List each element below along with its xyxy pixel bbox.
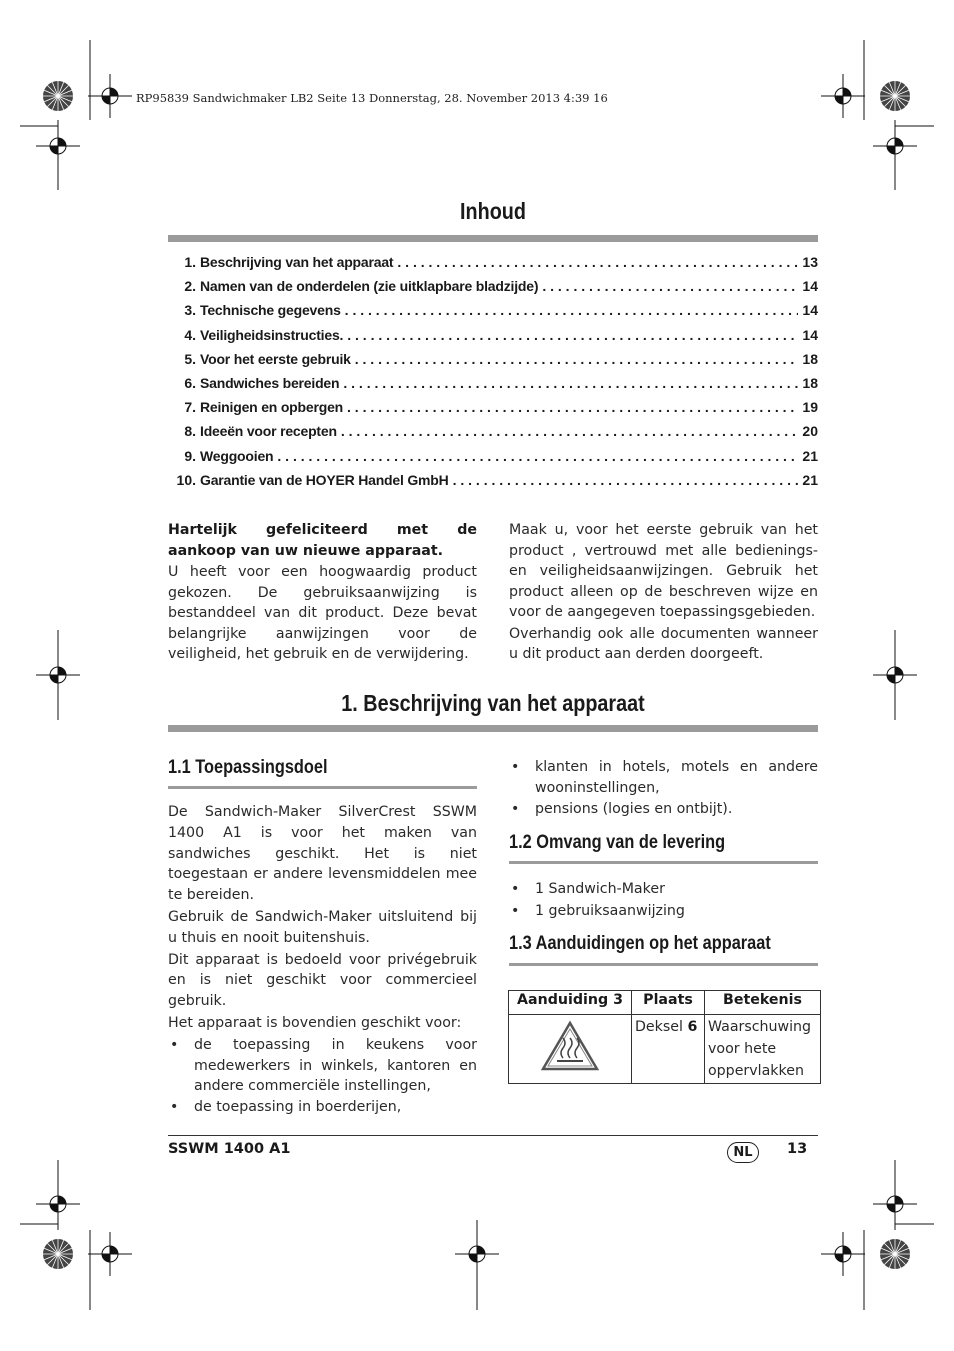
col-meaning: Betekenis	[705, 991, 821, 1015]
toc-number: 10.	[176, 471, 196, 488]
toc-title: Garantie van de HOYER Handel GmbH	[200, 471, 449, 488]
toc-title: Reinigen en opbergen	[200, 399, 344, 416]
intro-right-text-2: Overhandig ook alle documenten wanneer u dit product aan derden doorgeeft.	[509, 625, 818, 662]
toc-entry	[168, 472, 818, 496]
section-1-2-heading: 1.2 Omvang van de levering	[509, 832, 726, 853]
col-marking: Aanduiding 3	[509, 991, 632, 1015]
delivery-list	[509, 878, 818, 922]
purpose-bullets-left	[168, 1035, 477, 1118]
toc-title: Sandwiches bereiden	[200, 374, 340, 391]
toc-leader-dots	[339, 375, 798, 391]
congrats-text: Hartelijk gefeliciteerd met de aankoop van uw nieuwe apparaat.	[168, 522, 477, 559]
section-1-1-body	[168, 802, 477, 1118]
toc-title: Ideeën voor recepten	[200, 423, 337, 440]
toc-page-number: 13	[802, 254, 818, 270]
table-of-contents	[168, 254, 818, 496]
section-1-1-body-right	[509, 757, 818, 819]
section-1-1-heading: 1.1 Toepassingsdoel	[168, 757, 328, 778]
purpose-paragraph-4: Het apparaat is bovendien geschikt voor:	[168, 1014, 462, 1031]
footer-model: SSWM 1400 A1	[168, 1141, 291, 1157]
toc-title: Technische gegevens	[200, 302, 341, 319]
intro-right-text-1: Maak u, voor het eerste gebruik van het product , vertrouwd met alle bedienings- en veiligheidsaanwijzingen. Gebruik het product alleen op de beschreven wijze en voor de aangegeven toepassingsgebieden.	[509, 522, 818, 620]
section-1-3-heading: 1.3 Aanduidingen op het apparaat	[509, 933, 771, 954]
print-header: RP95839 Sandwichmaker LB2 Seite 13 Donnerstag, 28. November 2013 4:39 16	[136, 91, 608, 105]
toc-page-number: 14	[802, 302, 818, 319]
toc-entry	[168, 302, 818, 326]
toc-entry	[168, 448, 818, 472]
toc-heading: Inhoud	[460, 198, 526, 224]
section-1-rule	[168, 725, 818, 732]
section-1-heading: 1. Beschrijving van het apparaat	[341, 690, 645, 716]
purpose-paragraph-2: Gebruik de Sandwich-Maker uitsluitend bij u thuis en nooit buitenshuis.	[168, 908, 477, 946]
toc-leader-dots	[341, 302, 798, 318]
purpose-paragraph-3: Dit apparaat is bedoeld voor privégebruik en is niet geschikt voor commercieel gebruik.	[168, 951, 477, 1010]
list-item: • klanten in hotels, motels en andere wooninstellingen,	[509, 757, 818, 799]
toc-title: Weggooien	[200, 447, 274, 464]
toc-title: Veiligheidsinstructies.	[200, 326, 344, 343]
meaning-cell: Waarschuwing voor hete oppervlakken	[705, 1015, 821, 1084]
toc-number: 2.	[184, 278, 196, 295]
toc-rule	[168, 235, 818, 242]
intro-left-text: U heeft voor een hoogwaardig product gekozen. De gebruiksaanwijzing is bestanddeel van dit product. Deze bevat belangrijke aanwijzingen voor de veiligheid, het gebruik en de verwijdering.	[168, 564, 477, 662]
toc-leader-dots	[538, 278, 798, 294]
toc-number: 1.	[184, 254, 196, 270]
list-item: • 1 Sandwich-Maker	[509, 878, 818, 900]
toc-leader-dots	[393, 254, 798, 270]
intro-left	[168, 520, 477, 666]
list-item: • de toepassing in keukens voor medewerkers in winkels, kantoren en andere commerciële instellingen,	[168, 1035, 477, 1097]
page-number: 13	[787, 1141, 808, 1157]
markings-table	[508, 990, 821, 1084]
toc-page-number: 20	[802, 423, 818, 440]
toc-number: 6.	[184, 374, 196, 391]
toc-title: Beschrijving van het apparaat	[200, 254, 394, 270]
toc-leader-dots	[351, 351, 798, 367]
purpose-bullets-right	[509, 757, 818, 819]
table-header-row	[509, 991, 821, 1015]
toc-title: Voor het eerste gebruik	[200, 350, 351, 367]
toc-entry	[168, 375, 818, 399]
toc-page-number: 14	[802, 278, 818, 295]
toc-entry	[168, 399, 818, 423]
toc-leader-dots	[273, 448, 798, 464]
toc-number: 3.	[184, 302, 196, 319]
toc-leader-dots	[343, 399, 798, 415]
toc-number: 9.	[184, 447, 196, 464]
marking-cell	[509, 1015, 632, 1084]
purpose-paragraph-1: De Sandwich-Maker SilverCrest SSWM 1400 A1 is voor het maken van sandwiches geschikt. Het is niet toegestaan er andere levensmiddelen mee te bereiden.	[168, 804, 477, 904]
toc-number: 8.	[184, 423, 196, 440]
toc-number: 7.	[184, 399, 196, 416]
table-row	[509, 1015, 821, 1084]
place-cell: Deksel 6	[632, 1015, 705, 1084]
toc-entry	[168, 278, 818, 302]
section-1-2-rule	[509, 861, 818, 864]
toc-number: 5.	[184, 350, 196, 367]
toc-page-number: 19	[802, 399, 818, 416]
intro-right	[509, 520, 818, 666]
list-item: • 1 gebruiksaanwijzing	[509, 900, 818, 922]
section-1-1-rule	[168, 786, 477, 789]
toc-page-number: 14	[802, 326, 818, 343]
col-place: Plaats	[632, 991, 705, 1015]
footer-rule	[168, 1135, 818, 1136]
hot-surface-warning-icon	[540, 1020, 600, 1072]
list-item: • pensions (logies en ontbijt).	[509, 799, 818, 820]
list-item: • de toepassing in boerderijen,	[168, 1097, 477, 1118]
toc-page-number: 18	[802, 374, 818, 391]
toc-entry	[168, 423, 818, 447]
toc-number: 4.	[184, 326, 196, 343]
section-1-3-rule	[509, 963, 818, 966]
toc-leader-dots	[449, 472, 798, 488]
language-badge: NL	[727, 1142, 759, 1163]
toc-entry	[168, 327, 818, 351]
toc-title: Namen van de onderdelen (zie uitklapbare bladzijde)	[200, 278, 539, 295]
toc-page-number: 18	[802, 350, 818, 367]
toc-page-number: 21	[802, 471, 818, 488]
toc-page-number: 21	[802, 447, 818, 464]
toc-leader-dots	[337, 423, 798, 439]
toc-entry	[168, 351, 818, 375]
toc-entry	[168, 254, 818, 278]
toc-leader-dots	[343, 327, 798, 343]
